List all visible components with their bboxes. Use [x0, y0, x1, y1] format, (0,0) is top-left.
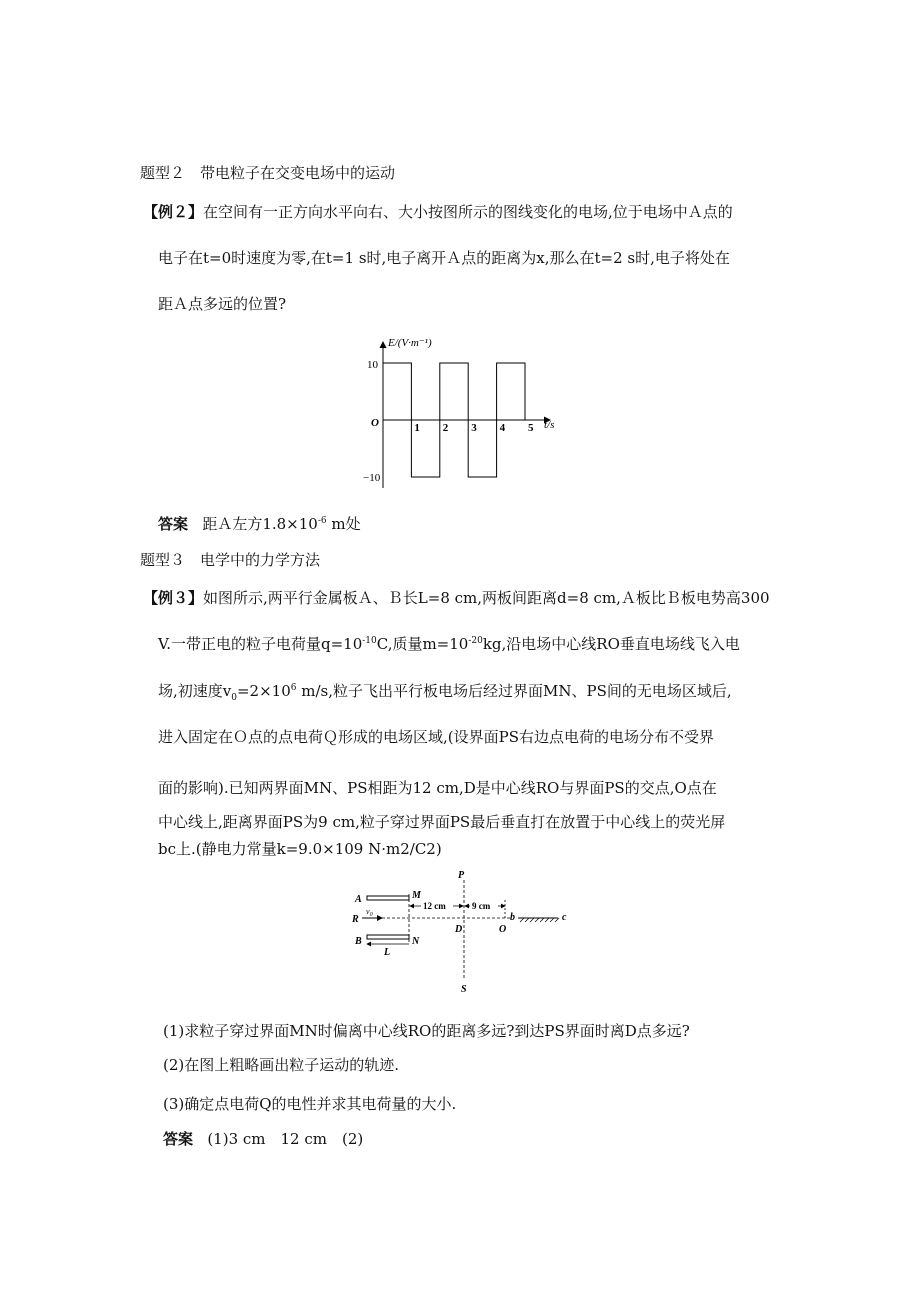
section-heading-3: 题型３ 电学中的力学方法 [140, 551, 321, 569]
label-n: N [412, 936, 420, 947]
label-r: R [352, 914, 359, 925]
origin-label: O [371, 417, 379, 429]
x-tick-label: 1 [414, 422, 420, 434]
section-heading-2: 题型２ 带电粒子在交变电场中的运动 [140, 164, 396, 182]
label-m: M [412, 890, 421, 901]
answer-2 [158, 513, 361, 534]
text-fragment: 场,初速度v [158, 682, 232, 700]
text-fragment: C,质量m=10 [376, 635, 469, 653]
x-tick-labels [414, 422, 534, 434]
plate-b [367, 935, 409, 939]
answer-unit: m处 [326, 515, 361, 533]
text-fragment: kg,沿电场中心线RO垂直电场线飞入电 [482, 635, 740, 653]
example-2-line-2: 电子在t=0时速度为零,在t=1 s时,电子离开Ａ点的距离为x,那么在t=2 s时,电子将处在 [158, 249, 730, 267]
answer-3 [163, 1128, 363, 1149]
answer-exponent: -6 [317, 516, 327, 526]
label-b: B [355, 936, 362, 947]
answer-label: 答案 [163, 1130, 194, 1148]
dist-12cm-label: 12 cm [423, 901, 446, 911]
label-p: P [458, 870, 465, 881]
plate-a [367, 896, 409, 900]
label-o: O [499, 924, 507, 935]
example-3-line-3 [158, 680, 732, 701]
x-axis-label: t/s [544, 419, 555, 431]
capacitor-diagram [350, 868, 580, 998]
example-3-line-4: 进入固定在Ｏ点的点电荷Ｑ形成的电场区域,(设界面PS右边点电荷的电场分布不受界 [158, 728, 714, 746]
label-d: D [455, 924, 463, 935]
answer-label: 答案 [158, 515, 189, 533]
question-3: (3)确定点电荷Q的电性并求其电荷量的大小. [163, 1095, 457, 1113]
subscript: 0 [231, 693, 237, 703]
example-text: 如图所示,两平行金属板Ａ、Ｂ长L=8 cm,两板间距离d=8 cm,Ａ板比Ｂ板电势高300 [203, 589, 770, 607]
question-1: (1)求粒子穿过界面MN时偏离中心线RO的距离多远?到达PS界面时离D点多远? [163, 1022, 690, 1040]
text-fragment: V.一带正电的粒子电荷量q=10 [158, 635, 363, 653]
example-3-line-5: 面的影响).已知两界面MN、PS相距为12 cm,D是中心线RO与界面PS的交点,O点在 [158, 779, 717, 797]
example-text: 在空间有一正方向水平向右、大小按图所示的图线变化的电场,位于电场中Ａ点的 [203, 203, 733, 221]
x-tick-label: 3 [471, 422, 477, 434]
example-tag: 【例３】 [143, 589, 204, 607]
example-tag: 【例２】 [143, 203, 204, 221]
label-c: c [562, 912, 567, 923]
y-tick-label: −10 [363, 472, 381, 484]
example-3-line-7: bc上.(静电力常量k=9.0×109 N·m2/C2) [158, 840, 442, 858]
label-l: L [384, 947, 391, 958]
example-2-line-3: 距Ａ点多远的位置? [158, 295, 287, 313]
example-3-line-6: 中心线上,距离界面PS为9 cm,粒子穿过界面PS最后垂直打在放置于中心线上的荧光屏 [158, 813, 726, 831]
label-a: A [355, 894, 362, 905]
question-2: (2)在图上粗略画出粒子运动的轨迹. [163, 1056, 400, 1074]
x-tick-label: 5 [528, 422, 534, 434]
answer-text: (1)3 cm 12 cm (2) [207, 1130, 364, 1148]
y-tick-label: 10 [367, 359, 378, 371]
exponent: 6 [290, 683, 297, 693]
text-fragment: m/s,粒子飞出平行板电场后经过界面MN、PS间的无电场区域后, [296, 682, 732, 700]
answer-text: 距Ａ左方1.8×10 [202, 515, 318, 533]
text-fragment: =2×10 [236, 682, 291, 700]
dist-9cm-label: 9 cm [472, 901, 491, 911]
x-tick-label: 2 [442, 422, 449, 434]
y-axis-label: E/(V·m⁻¹) [388, 337, 432, 349]
label-b-screen: b [510, 912, 515, 923]
exponent: -10 [362, 636, 377, 646]
example-3-line-1 [143, 587, 770, 608]
e-field-chart [360, 330, 565, 495]
exponent: -20 [468, 636, 483, 646]
example-2-line-1 [143, 201, 733, 222]
x-tick-label: 4 [499, 422, 506, 434]
label-v0: $v_0$ [366, 907, 373, 918]
screen-hatching [520, 918, 559, 922]
label-s: S [461, 984, 467, 995]
example-3-line-2 [158, 633, 740, 654]
